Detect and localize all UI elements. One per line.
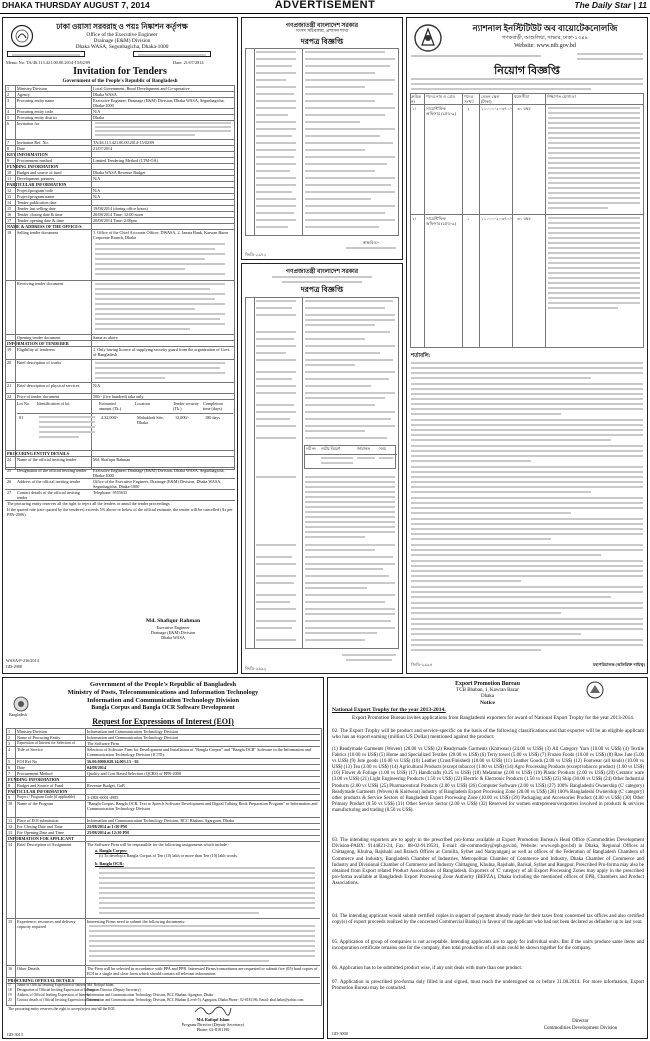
nib-address: গণকবাড়ী, আশুলিয়া, সাভার, ঢাকা-১৩৪৯: [502, 35, 588, 41]
epb-org: Export Promotion Bureau: [455, 681, 520, 687]
eoi-section-particular: PARTICULAR INFORMATION: [8, 789, 68, 794]
newspaper-header: [0, 0, 650, 14]
nib-logo-icon: [413, 23, 443, 53]
wasa-tag-left: [7, 51, 85, 57]
eoi-section-funding: FUNDING INFORMATION: [8, 777, 60, 782]
eoi-row-21: The procuring entity reserves the right to accept/reject any/all the EOI.: [8, 1007, 116, 1011]
eoi-ministry: Ministry of Posts, Telecommunications and Information Technology: [67, 689, 259, 696]
nib-name: ন্যাশনাল ইনস্টিটিউট অব বায়োটেকনোলজি: [472, 23, 618, 33]
eoi-program: Bangla Corpus and Bangla OCR Software Development: [91, 705, 235, 711]
nib-website: Website: www.nib.gov.bd: [514, 43, 576, 49]
eoi-section-applicant: INFORMATION FOR APPLICANT: [8, 836, 74, 841]
wasa-section-procuring: PROCURING ENTITY DETAILS: [7, 451, 69, 456]
eoi-signer-name: Md. Rafiqul Islam: [196, 1017, 230, 1022]
ict-logo-text: Bangladesh: [9, 713, 27, 717]
wasa-address: Dhaka WASA, Segunbagicha, Dhaka-1000: [75, 44, 169, 50]
ad2-gov: গণপ্রজাতন্ত্রী বাংলাদেশ সরকার: [285, 23, 359, 29]
epb-para-05: 05. Application of group of companies is not acceptable. Intending applicants are to apply for individual units. But if the units produce same items and incorporation certificate remains one for the company, then total production of all units could be shown together for the company.: [332, 940, 644, 952]
bangla-tender-ad-2: [241, 263, 403, 674]
epb-para-03: 03. The intending exporters are to apply in the prescribed pro-forma available at Export Promotion Bureau's Head Office (Commodities Development Division-PABX: 9144821-24, Fax: 88-02-9119531, E-mail: dir-commodity@epb.gov.bd, Website: www.epb.gov.bd) in Dhaka, Regional Offices at Chittagong, Khulna, Rajshahi and Branch Offices at Comilla, Sylhet and Narayanganj as well as offices of the Federation of Bangladesh Chambers of Commerce and Industry, Bangladesh Chamber of Industries, Metropolitan Chamber of Commerce and Industry, Dhaka Chamber of Commerce and Industry and Divisional Chamber of Commerce and Industry Chittagong, Khulna, Rajshahi, Barisal, Sylhet and Rangpur. Prescribed Pro-forma may also be obtained from Export related Product Associations of Bangladesh. Exporters of 'C' category of all Export Processing Zones may apply in the prescribed pro-forma available at Bangladesh Export Processing Zone Authority (BEPZA), Dhaka including the mentioned offices of EPB, Chambers and Product Associations.: [332, 838, 644, 887]
nib-recruitment-ad: ন্যাশনাল ইনস্টিটিউট অব বায়োটেকনোলজি গণকবাড়ী, আশুলিয়া, সাভার, ঢাকা-১৩৪৯ Website: www.nib.gov.bd নিয়োগ বিজ্ঞপ্তি ক্রমিক নং পদের নাম ও গ্রেড পদের সংখ্যা বেতন স্কেল (টাকা) বয়সসীমা শিক্ষাগত যোগ্যতা ১। সায়েন্টিফিক অফিসার (গ্রেড-৯) ২ ১১০০০-২০৩৭০/- ৩০ বছর ২। সায়েন্টিফিক অফিসার (গ্রেড-৯) ১ ১১০০০-২০৩৭০/- ৩০ বছর শর্তাবলি: জিডি-২৯৯৪ মহাপরিচালক (অতিরিক্ত দায়িত্ব): [406, 17, 648, 674]
wasa-tag-right: [133, 51, 211, 57]
wasa-logo-icon: [10, 24, 34, 48]
epb-notice-label: Notice: [480, 700, 495, 706]
epb-para-07: 07. Application in prescribed pro-forma duly filled in and signed, must reach the undersigned on or before 31.08.2014. For more information, Export Promotion Bureau may be contacted.: [332, 980, 644, 992]
wasa-title: Invitation for Tenders: [73, 66, 167, 77]
ad2-code: জিডি-২৯৭২: [245, 252, 267, 257]
ad3-lot-table: লট নং লটের বিবরণ জামানত সময়: [304, 445, 396, 469]
eoi-code: GD-3013: [7, 1032, 23, 1037]
wasa-section-tenderer: INFORMATION OF TENDERER: [7, 341, 69, 346]
epb-signer-title: Director: [572, 1019, 589, 1024]
wasa-note-28: The procuring entity reserves all the right to reject all the tenders or annul the tender proceedings.: [7, 501, 171, 506]
epb-para-02: 02. The Export Trophy will be product and service-specific on the basis of the following classifications and that exporter will be an eligible applicant who has an export earning (million US Dollar) mentioned against the product:: [332, 728, 644, 741]
wasa-section-names: NAME & ADDRESS OF THE OFFICE/S: [7, 224, 82, 229]
wasa-govt: Government of the People's Republic of Bangladesh: [62, 78, 178, 84]
ict-eoi-ad: Government of the People's Republic of Bangladesh Ministry of Posts, Telecommunications and Information Technology Information and Communication Technology Division Bangla Corpus and Bangla OCR Software Development Bangladesh Request for Expressions of Interest (EOI) 1 Ministry/Division Information and Communication Technology Division 2 Name of Procuring Entity Information and Communication Technology Division 3 Expression of Interest for Selection of The Software Firm 4 Title of Service Selection of Software Firm for Development and Installation of "Bangla Corpus" and "Bangla OCR" Software in the Information and Communication Technology Division (ICTD). 5 EOI Ref No 56.00.0000.028.14.003.13 - 02 6 Date 04/08/2014 7 Procurement Method Quality and Cost Based Selection (QCBS) of PPR-2008 FUNDING INFORMATION 8 Budget and Source of Fund Revenue Budget, GoB PARTICULAR INFORMATION 9 Project / Program Code (if applicable) 3-2801-0001-4985 10 Name of the Program "Bangla Corpus, Bangla OCR, Text to Speech Software Development and Digital Talking Book Preparation Program" in Information and Communication Technology Division 11 Place of EOI submission Information and Communication Technology Division, BCC Bhaban, Agargaon, Dhaka 12 For Closing Date and Time 25/08/2014 at 1:30 PM 13 For Opening Date and Time 25/08/2014 at 12:30 PM INFORMATION FOR APPLICANT 14 Brief Description of Assignment The Software Firm will be responsible for the following assignments which include - a. Bangla Corpus: (i) To develop a Bangla Corpus of Ten (10) lakh or more than Ten (10) lakh words. b. Bangla OCR: 15 Experience, resources and delivery capacity required Interesting Firms need to submit the following documents: 16 Other Details The Firm will be selected in accordance with PPA and PPR. Interested Firms/consortiums are requested to submit five (05) hard copies of EOI in a single and clear form which should contain all relevant information. PROCURING OFFICIAL DETAILS 17 Name of Official Inviting Expression of Interest Md. Rafiqul Islam 18 Designation of Official Inviting Expression of Interest Program Director (Deputy Secretary) 19 Address of Official Inviting Expression of Interest Information and Communication Technology Division, BCC Bhaban, Agargaon, Dhaka 20 Contact details of Official Inviting Expression of Interest Information and Communication Technology Division, BCC Bhaban (Level-5), Agargaon, Dhaka Phone : 02-8181196, Email: abul.bakir@yahoo.com The procuring entity reserves the right to accept/reject any/all the EOI. Md. Rafiqul Islam Program Director (Deputy Secretary) Phone: 02-8181190 GD-3013: [2, 677, 324, 1039]
epb-code: GD-3000: [332, 1031, 348, 1036]
wasa-opening-label: Opening tender document: [17, 335, 61, 340]
epb-para-04: 04. The intending applicant would submit certified copies in support of payment already made for their taxes from concerned tax offices and also certified copy(s) of export proceeds realized by the concerned Commercial Bank(s) in favour of the applicant who had not been declared as defaulter up to last year.: [332, 914, 644, 926]
nib-signature: মহাপরিচালক (অতিরিক্ত দায়িত্ব): [592, 662, 645, 667]
epb-title: National Export Trophy for the year 2013-2014.: [332, 707, 446, 713]
eoi-govt: Government of the People's Republic of Bangladesh: [89, 681, 237, 688]
wasa-lot-table: Lot No. Identification of lot Estimated amount (Tk.) Location Tender security (Tk.) Completion time (days) 01 4,32,000/- Mohakhali Site, Dhaka 12,000/- 180 days: [17, 400, 233, 450]
wasa-section-particular: PARTICULAR INFORMATION: [7, 182, 67, 187]
wasa-tender-ad: ঢাকা ওয়াসা সরবরাহ ও পয়ঃ নিষ্কাশন কর্তৃপক্ষ Office of the Executive Engineer Drainage (E&M) Division Dhaka WASA, Segunbagicha, Dhaka-1000 Memo No. TA/46.113.421.00.00.2014-15/02/09 Date: 21/07/2014 Invitation for Tenders Government of the People's Republic of Bangladesh 1 Ministry/Division Local Government, Rural Development and Co-operative 2 Agency Dhaka WASA 3 Procuring entity name Executive Engineer, Drainage (E&M) Division, Dhaka WASA, Segunbagicha, Dhaka-1000 4 Procuring entity code N/A 5 Procuring entity district Dhaka 6 Invitation for 7 Invitation Ref. No. TA/46.113.421.00.00.2014-15/02/09 8 Date 21/07/2014 KEY INFORMATION 9 Procurement method Limited Tendering Method (LTM-OA) FUNDING INFORMATION 10 Budget and source of fund Dhaka WASA Revenue Budget 11 Development partners N/A PARTICULAR INFORMATION 12 Project/program code N/A 13 Project/program name N/A 14 Tender publication date 15 Tender last selling date 19/08/2014 (during office hours) 16 Tender closing date & time 20/08/2014 Time: 12:00 noon 17 Tender opening date & time 20/08/2014 Time: 2:00pm NAME & ADDRESS OF THE OFFICE/S 18 Selling tender document 1. Office of the Chief Accounts Officer, DWASA, 2. Janata Bank, Karwan Bazar Corporate Branch, Dhaka Receiving tender document Opening tender document Same as above INFORMATION OF TENDERER 19 Eligibility of tenderers 1. Only having licence of supplying security guard from the organization of Govt. of Bangladesh 20 Brief description of works 21 Brief description of physical services N/A 22 Price of tender document 500/- (five hundred) taka only. Lot No. Identification of lot Estimated amount (Tk.) Location Tender security (Tk.) Completion time (days) 01 4,32,000/- Mohakhali Site, Dhaka 12,000/- 180 days PROCURING ENTITY DETAILS 24 Name of the official inviting tender Md. Shafiqur Rahman 25 Designation of the official inviting tender Executive Engineer, Drainage (E&M) Division, Dhaka WASA, Segunbagicha, Dhaka-1000 26 Address of the official inviting tender Office of the Executive Engineer, Drainage (E&M) Division, Dhaka WASA, Segunbagicha, Dhaka-1000 27 Contact details of the official inviting tender Telephone: 9555633 The procuring entity reserves all the right to reject all the tenders or annul the tender proceedings. If the quoted rate (rate quoted by the tenderer) exceeds 5% above or below of the official estimate, the tender will be cancelled (As per PPA-2006). Md. Shafiqur Rahman Executive Engineer Drainage (E&M) Division Dhaka WASA WASA-P-216/2014 GD-2988: [2, 17, 238, 674]
eoi-title: Request for Expressions of Interest (EOI): [92, 717, 234, 726]
header-section: ADVERTISEMENT: [274, 0, 376, 11]
wasa-section-funding: FUNDING INFORMATION: [7, 164, 59, 169]
epb-para-01: Export Promotion Bureau invites applications from Bangladeshi exporters for award of National Export Trophy for the year 2013-2014.: [352, 715, 635, 721]
nib-title: নিয়োগ বিজ্ঞপ্তি: [494, 65, 560, 77]
header-masthead: The Daily Star | 11: [574, 0, 647, 10]
ad2-signature: স্বাক্ষরিত/-: [362, 240, 380, 245]
epb-classifications: (1) Readymade Garments (Woven) (28.00 vs US$) (2) Readymade Garments (Knitwear) (24.00 vs US$) (3) All Category Yarn (10.00 vs US$) (4) Textile Fabrics (10.00 vs US$) (5) Home and Specialized Textiles (20.00 vs US$) (6) Terry towel (5.00 vs US$) (7) Frozen Foods (10.00 vs US$) (8) Raw Jute (5.00 vs US$) (9) Jute goods (10.00 vs US$) (10) Leather (Crust/Finished) (10.00 vs US$) (11) Leather Goods (2.00 vs US$) (12) Footwear (all kinds) (10.00 vs US$) (13) Tea (2.00 vs US$) (14) Agricultural Products (except tobacco) (1.00 vs US$) (14) Agro Processing Products (except tobacco product) (1.00 vs US$) (16) Flower & Foliage (1.00 vs US$) (17) Handicrafts (0.25 vs US$) (18) Melamine (2.00 vs US$) (19) Plastic Products (2.00 vs US$) (20) Ceramic ware (3.00 vs US$) (21) Light Engineering Products (1.50 vs US$) (22) Electric & Electronic Products (1.50 vs US$) (23) Ship (30.00 vs US$) (24) Other Industrial Products (2.00 vs US$) (25) Pharmaceutical Products (2.00 vs US$) (26) Computer Software (2.00 vs US$) (27) 100% Bangladeshi Ownership (C' category) Readymade Garments (Woven) & Knitwear) industry of Bangladesh Export Processing Zone (20.00 vs US$) (28) 100% Bangladeshi Ownership (C' category) other products & Service Sectors of Bangladesh Export Processing Zone (10.00 vs US$) (29) Packaging and Accessories Product (4.00 vs US$) (30) Other Primary Product (0.50 vs US$) (31) Other Service Sector (2.00 vs US$) (32) Reserved for women entrepreneurs/exporters involved in products & services manufacturing and trading (0.50 vs US$).: [332, 747, 644, 813]
wasa-date: Date: 21/07/2014: [173, 60, 204, 65]
ad3-title: দরপত্র বিজ্ঞপ্তি: [300, 285, 344, 294]
wasa-receiving-label: Receiving tender document: [17, 281, 64, 286]
wasa-section-key: KEY INFORMATION: [7, 152, 48, 157]
nib-conditions-title: শর্তাবলি:: [411, 353, 431, 359]
epb-address: TCB Bhaban, 1, Kawran Bazar: [456, 688, 519, 693]
eoi-signature-scribble-icon: [193, 1002, 233, 1016]
ad3-code: জিডি-২৯৯২: [245, 666, 267, 671]
header-date: DHAKA THURSDAY AUGUST 7, 2014: [2, 0, 150, 10]
epb-city: Dhaka: [480, 694, 495, 699]
ad2-title: দরপত্র বিজ্ঞপ্তি: [300, 37, 344, 46]
wasa-gd-code: GD-2988: [6, 664, 22, 669]
parliament-tender-ad: গণপ্রজাতন্ত্রী বাংলাদেশ সরকার সংসদ সচিবালয়, প্রশাসন শাখা দরপত্র বিজ্ঞপ্তি স্বাক্ষরিত/- জিডি-২৯৭২: [241, 17, 403, 260]
epb-para-06: 06. Application has to be submitted product wise, if any unit deals with more than one product.: [332, 966, 523, 971]
nib-post: সায়েন্টিফিক অফিসার (গ্রেড-৯): [426, 106, 457, 116]
wasa-division: Drainage (E&M) Division: [93, 38, 151, 44]
wasa-signer-name: Md. Shafiqur Rahman: [145, 618, 201, 624]
epb-signer-division: Commodities Development Division: [543, 1026, 618, 1031]
wasa-bangla-title: ঢাকা ওয়াসা সরবরাহ ও পয়ঃ নিষ্কাশন কর্তৃপক্ষ: [56, 22, 188, 31]
wasa-row-value: Local Government, Rural Development and Co-operative: [93, 86, 190, 91]
eoi-section-official: PROCURING OFFICIAL DETAILS: [8, 978, 75, 983]
wasa-office: Office of the Executive Engineer: [86, 32, 158, 38]
wasa-memo: Memo No. TA/46.113.421.00.00.2014-15/02/09: [6, 60, 91, 65]
ad3-gov: গণপ্রজাতন্ত্রী বাংলাদেশ সরকার: [285, 269, 359, 275]
eoi-division: Information and Communication Technology Division: [86, 697, 240, 704]
wasa-row-key: Ministry/Division: [17, 86, 48, 91]
epb-notice-ad: [327, 677, 648, 1039]
wasa-code: WASA-P-216/2014: [6, 658, 39, 663]
wasa-note-29: If the quoted rate (rate quoted by the tenderer) exceeds 5% above or below of the official estimate, the tender will be cancelled (As per PPA-2006).: [7, 507, 233, 517]
nib-code: জিডি-২৯৯৪: [411, 662, 433, 667]
ict-logo-icon: [13, 696, 29, 712]
